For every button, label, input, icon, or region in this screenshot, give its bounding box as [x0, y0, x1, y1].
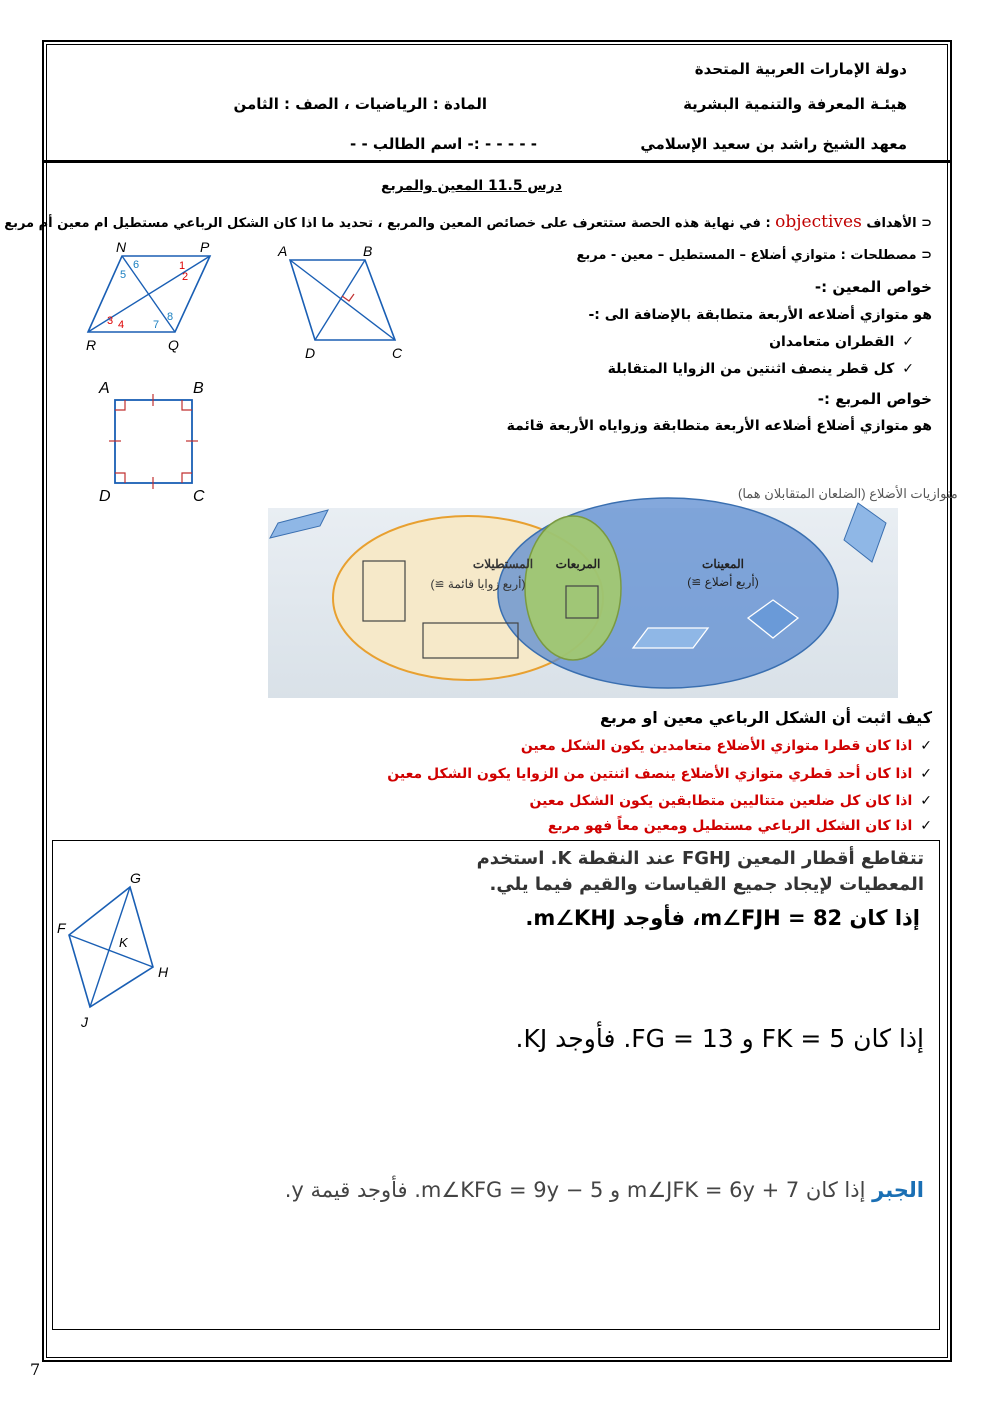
lesson-title: درس 11.5 المعين والمربع: [380, 178, 562, 194]
angle-1: 1: [179, 260, 186, 272]
check-icon: ✓: [902, 361, 914, 377]
rhombus-figure-npqr: [80, 238, 220, 358]
label-c: C: [193, 488, 205, 505]
label-r: R: [86, 337, 97, 353]
check-icon: ✓: [920, 818, 932, 834]
rhombus-prop-text: القطران متعامدان: [769, 334, 895, 350]
angle-6: 6: [133, 259, 140, 271]
bullet-icon: ⊂: [921, 216, 932, 231]
label-a: A: [99, 380, 110, 397]
objectives-english: objectives: [775, 212, 862, 232]
rhombus-figure-abcd: [270, 240, 420, 365]
venn-label-rhombi: المعينات: [702, 557, 744, 571]
check-icon: ✓: [902, 334, 914, 350]
label-a: A: [278, 243, 288, 259]
venn-title: متوازيات الأضلاع (الضلعان المتقابلان هما): [738, 486, 958, 501]
angle-8: 8: [167, 311, 174, 323]
rhombus-prop-2: [608, 361, 914, 377]
label-g: G: [130, 870, 141, 886]
terms-text: مصطلحات : متوازي أضلاع – المستطيل – معين - مربع: [576, 248, 917, 263]
rhombus-definition: هو متوازي أضلاعه الأربعة متطابقة بالإضافة الى :-: [588, 307, 932, 323]
algebra-label: الجبر: [872, 1178, 924, 1202]
exercise-question-2: إذا كان FK = 5 و FG = 13. فأوجد KJ.: [515, 1024, 924, 1053]
label-q: Q: [168, 337, 179, 353]
check-icon: ✓: [920, 766, 932, 782]
exercise-intro-2: المعطيات لإيجاد جميع القياسات والقيم فيما يلي.: [489, 874, 924, 895]
label-b: B: [363, 243, 373, 259]
terms-line: [577, 248, 933, 263]
label-d: D: [99, 488, 111, 505]
check-icon: ✓: [920, 793, 932, 809]
label-p: P: [200, 239, 210, 255]
label-f: F: [57, 920, 66, 936]
label-h: H: [158, 964, 169, 980]
prove-item-2: [387, 766, 932, 782]
objectives-line: [4, 212, 932, 232]
quadrilaterals-venn-diagram: [268, 478, 958, 698]
venn-label-rectangles: المستطيلات: [472, 557, 534, 571]
square-heading: خواص المربع :-: [817, 390, 932, 408]
objectives-text: : في نهاية هذه الحصة ستتعرف على خصائص المعين والمربع ، تحديد ما اذا كان الشكل الرباعي مستطيل ام معين أم مربع: [4, 216, 771, 231]
angle-7: 7: [153, 319, 160, 331]
prove-item-text: اذا كان كل ضلعين متتاليين متطابقين يكون الشكل معين: [529, 793, 913, 809]
square-figure-abcd: [95, 375, 220, 505]
label-k: K: [119, 935, 128, 950]
exercise-question-3-text: إذا كان m∠JFK = 6y + 7 و m∠KFG = 9y − 5. فأوجد قيمة y.: [284, 1178, 866, 1202]
prove-item-1: [521, 738, 932, 754]
student-name-field[interactable]: - - - - - :- اسم الطالب - -: [350, 135, 537, 153]
check-icon: ✓: [920, 738, 932, 754]
angle-4: 4: [118, 319, 125, 331]
prove-heading: كيف اثبت أن الشكل الرباعي معين او مربع: [599, 708, 932, 727]
page-number: 7: [30, 1360, 41, 1379]
prove-item-text: اذا كان أحد قطري متوازي الأضلاع ينصف اثنتين من الزوايا يكون الشكل معين: [387, 766, 913, 782]
header-divider: [42, 160, 952, 163]
rhombus-figure-fghj: [55, 865, 180, 1035]
venn-label-squares: المربعات: [555, 557, 601, 571]
header-subject-grade: المادة : الرياضيات ، الصف : الثامن: [233, 95, 487, 113]
square-definition: هو متوازي أضلاع أضلاعه الأربعة متطابقة وزواياه الأربعة قائمة: [506, 418, 932, 434]
header-authority: هيئـة المعرفة والتنمية البشرية: [683, 95, 907, 113]
prove-item-text: اذا كان قطرا متوازي الأضلاع متعامدين يكون الشكل معين: [520, 738, 913, 754]
label-j: J: [81, 1014, 88, 1030]
venn-note-rectangles: (أربع زوايا قائمة ≅): [430, 577, 526, 591]
venn-note-rhombi: (أربع أضلاع ≅): [687, 575, 759, 589]
objectives-label: الأهداف: [866, 216, 917, 231]
exercise-intro-1: تتقاطع أقطار المعين FGHJ عند النقطة K. استخدم: [476, 848, 924, 869]
exercise-question-3: [285, 1178, 924, 1202]
rhombus-heading: خواص المعين :-: [814, 278, 932, 296]
angle-3: 3: [107, 315, 114, 327]
header-school: معهد الشيخ راشد بن سعيد الإسلامي: [640, 135, 907, 153]
label-n: N: [116, 239, 127, 255]
rhombus-prop-text: كل قطر ينصف اثنتين من الزوايا المتقابلة: [607, 361, 895, 377]
prove-item-3: [530, 793, 932, 809]
bullet-icon: ⊂: [921, 248, 932, 263]
prove-item-4: [548, 818, 932, 834]
label-b: B: [193, 380, 204, 397]
prove-item-text: اذا كان الشكل الرباعي مستطيل ومعين معاً فهو مربع: [547, 818, 913, 834]
exercise-question-1: إذا كان m∠FJH = 82، فأوجد m∠KHJ.: [525, 906, 920, 930]
label-c: C: [392, 345, 403, 361]
label-d: D: [305, 345, 316, 361]
rhombus-prop-1: [769, 334, 914, 350]
header-country: دولة الإمارات العربية المتحدة: [694, 60, 907, 78]
angle-5: 5: [120, 269, 127, 281]
angle-2: 2: [182, 271, 189, 283]
